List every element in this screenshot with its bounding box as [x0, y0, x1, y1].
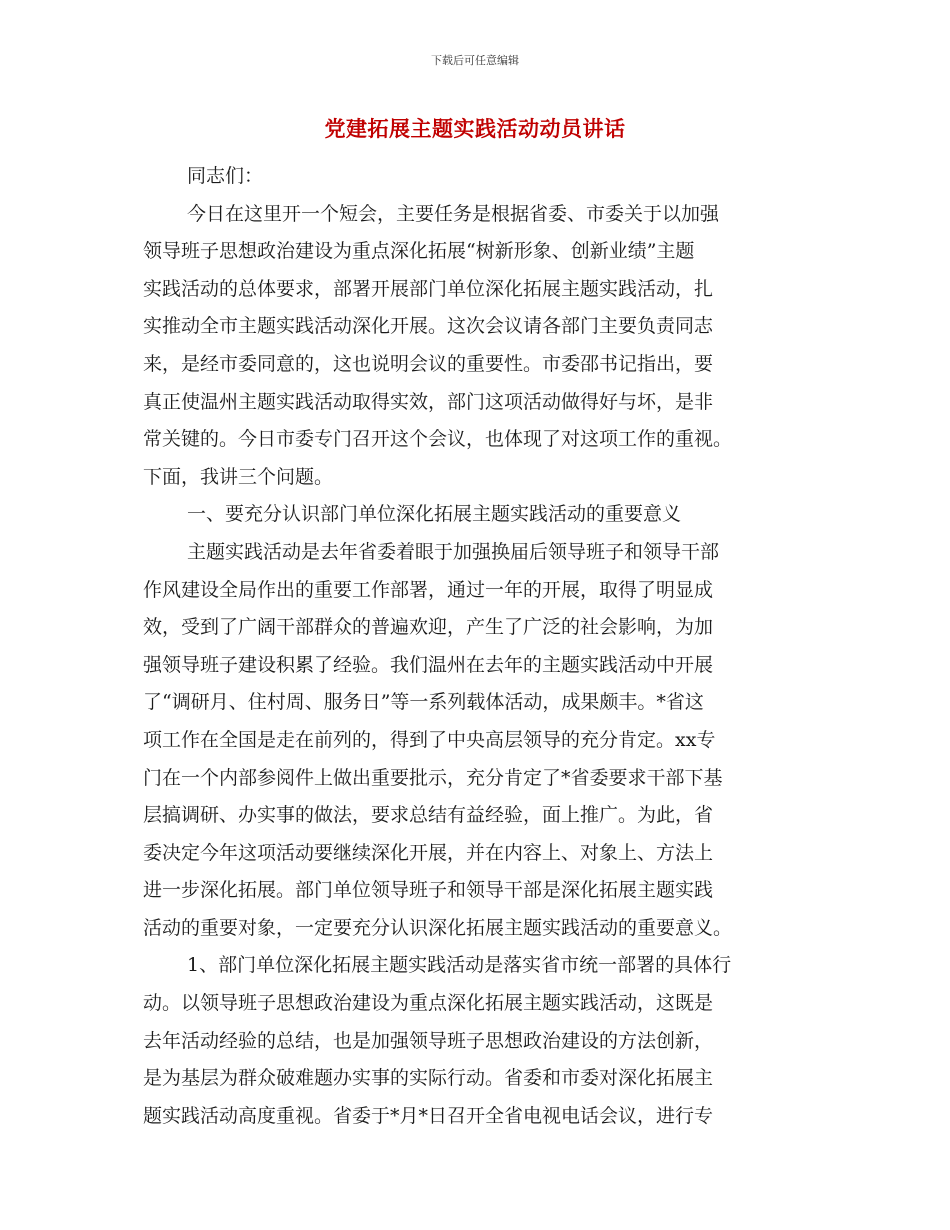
text-line: 作风建设全局作出的重要工作部署，通过一年的开展，取得了明显成 [143, 578, 714, 601]
text-line: 题实践活动高度重视。省委于*月*日召开全省电视电话会议，进行专 [143, 1104, 714, 1127]
text-line: 今日在这里开一个短会，主要任务是根据省委、市委关于以加强 [187, 202, 720, 225]
text-line: 委决定今年这项活动要继续深化开展，并在内容上、对象上、方法上 [143, 841, 714, 864]
body-text [143, 158, 808, 1135]
text-line: 同志们： [187, 165, 264, 187]
header-note: 下载后可任意编辑 [431, 54, 519, 67]
text-line: 效，受到了广阔干部群众的普遍欢迎，产生了广泛的社会影响，为加 [143, 616, 714, 639]
text-line: 了“调研月、住村周、服务日”等一系列载体活动，成果颇丰。*省这 [143, 691, 704, 714]
text-line: 常关键的。今日市委专门召开这个会议，也体现了对这项工作的重视。 [143, 428, 733, 451]
text-line: 活动的重要对象，一定要充分认识深化拓展主题实践活动的重要意义。 [143, 916, 733, 939]
text-line: 项工作在全国是走在前列的，得到了中央高层领导的充分肯定。xx专 [143, 728, 716, 751]
text-line: 来，是经市委同意的，这也说明会议的重要性。市委邵书记指出，要 [143, 352, 714, 375]
text-line: 门在一个内部参阅件上做出重要批示，充分肯定了*省委要求干部下基 [143, 766, 723, 789]
text-line: 动。以领导班子思想政治建设为重点深化拓展主题实践活动，这既是 [143, 992, 714, 1015]
text-line: 一、要充分认识部门单位深化拓展主题实践活动的重要意义 [187, 503, 682, 526]
text-line: 实推动全市主题实践活动深化开展。这次会议请各部门主要负责同志 [143, 315, 714, 338]
text-line: 下面，我讲三个问题。 [143, 465, 334, 488]
text-line: 是为基层为群众破难题办实事的实际行动。省委和市委对深化拓展主 [143, 1067, 714, 1090]
text-line: 层搞调研、办实事的做法，要求总结有益经验，面上推广。为此，省 [143, 804, 714, 827]
text-line: 强领导班子建设积累了经验。我们温州在去年的主题实践活动中开展 [143, 653, 714, 676]
text-line: 实践活动的总体要求，部署开展部门单位深化拓展主题实践活动，扎 [143, 277, 714, 300]
text-line: 1、部门单位深化拓展主题实践活动是落实省市统一部署的具体行 [187, 954, 732, 977]
text-line: 主题实践活动是去年省委着眼于加强换届后领导班子和领导干部 [187, 540, 720, 563]
document-title: 党建拓展主题实践活动动员讲话 [324, 116, 626, 141]
text-line: 去年活动经验的总结，也是加强领导班子思想政治建设的方法创新， [143, 1029, 714, 1052]
text-line: 进一步深化拓展。部门单位领导班子和领导干部是深化拓展主题实践 [143, 879, 714, 902]
text-line: 真正使温州主题实践活动取得实效，部门这项活动做得好与坏，是非 [143, 390, 714, 413]
text-line: 领导班子思想政治建设为重点深化拓展“树新形象、创新业绩”主题 [143, 240, 695, 263]
